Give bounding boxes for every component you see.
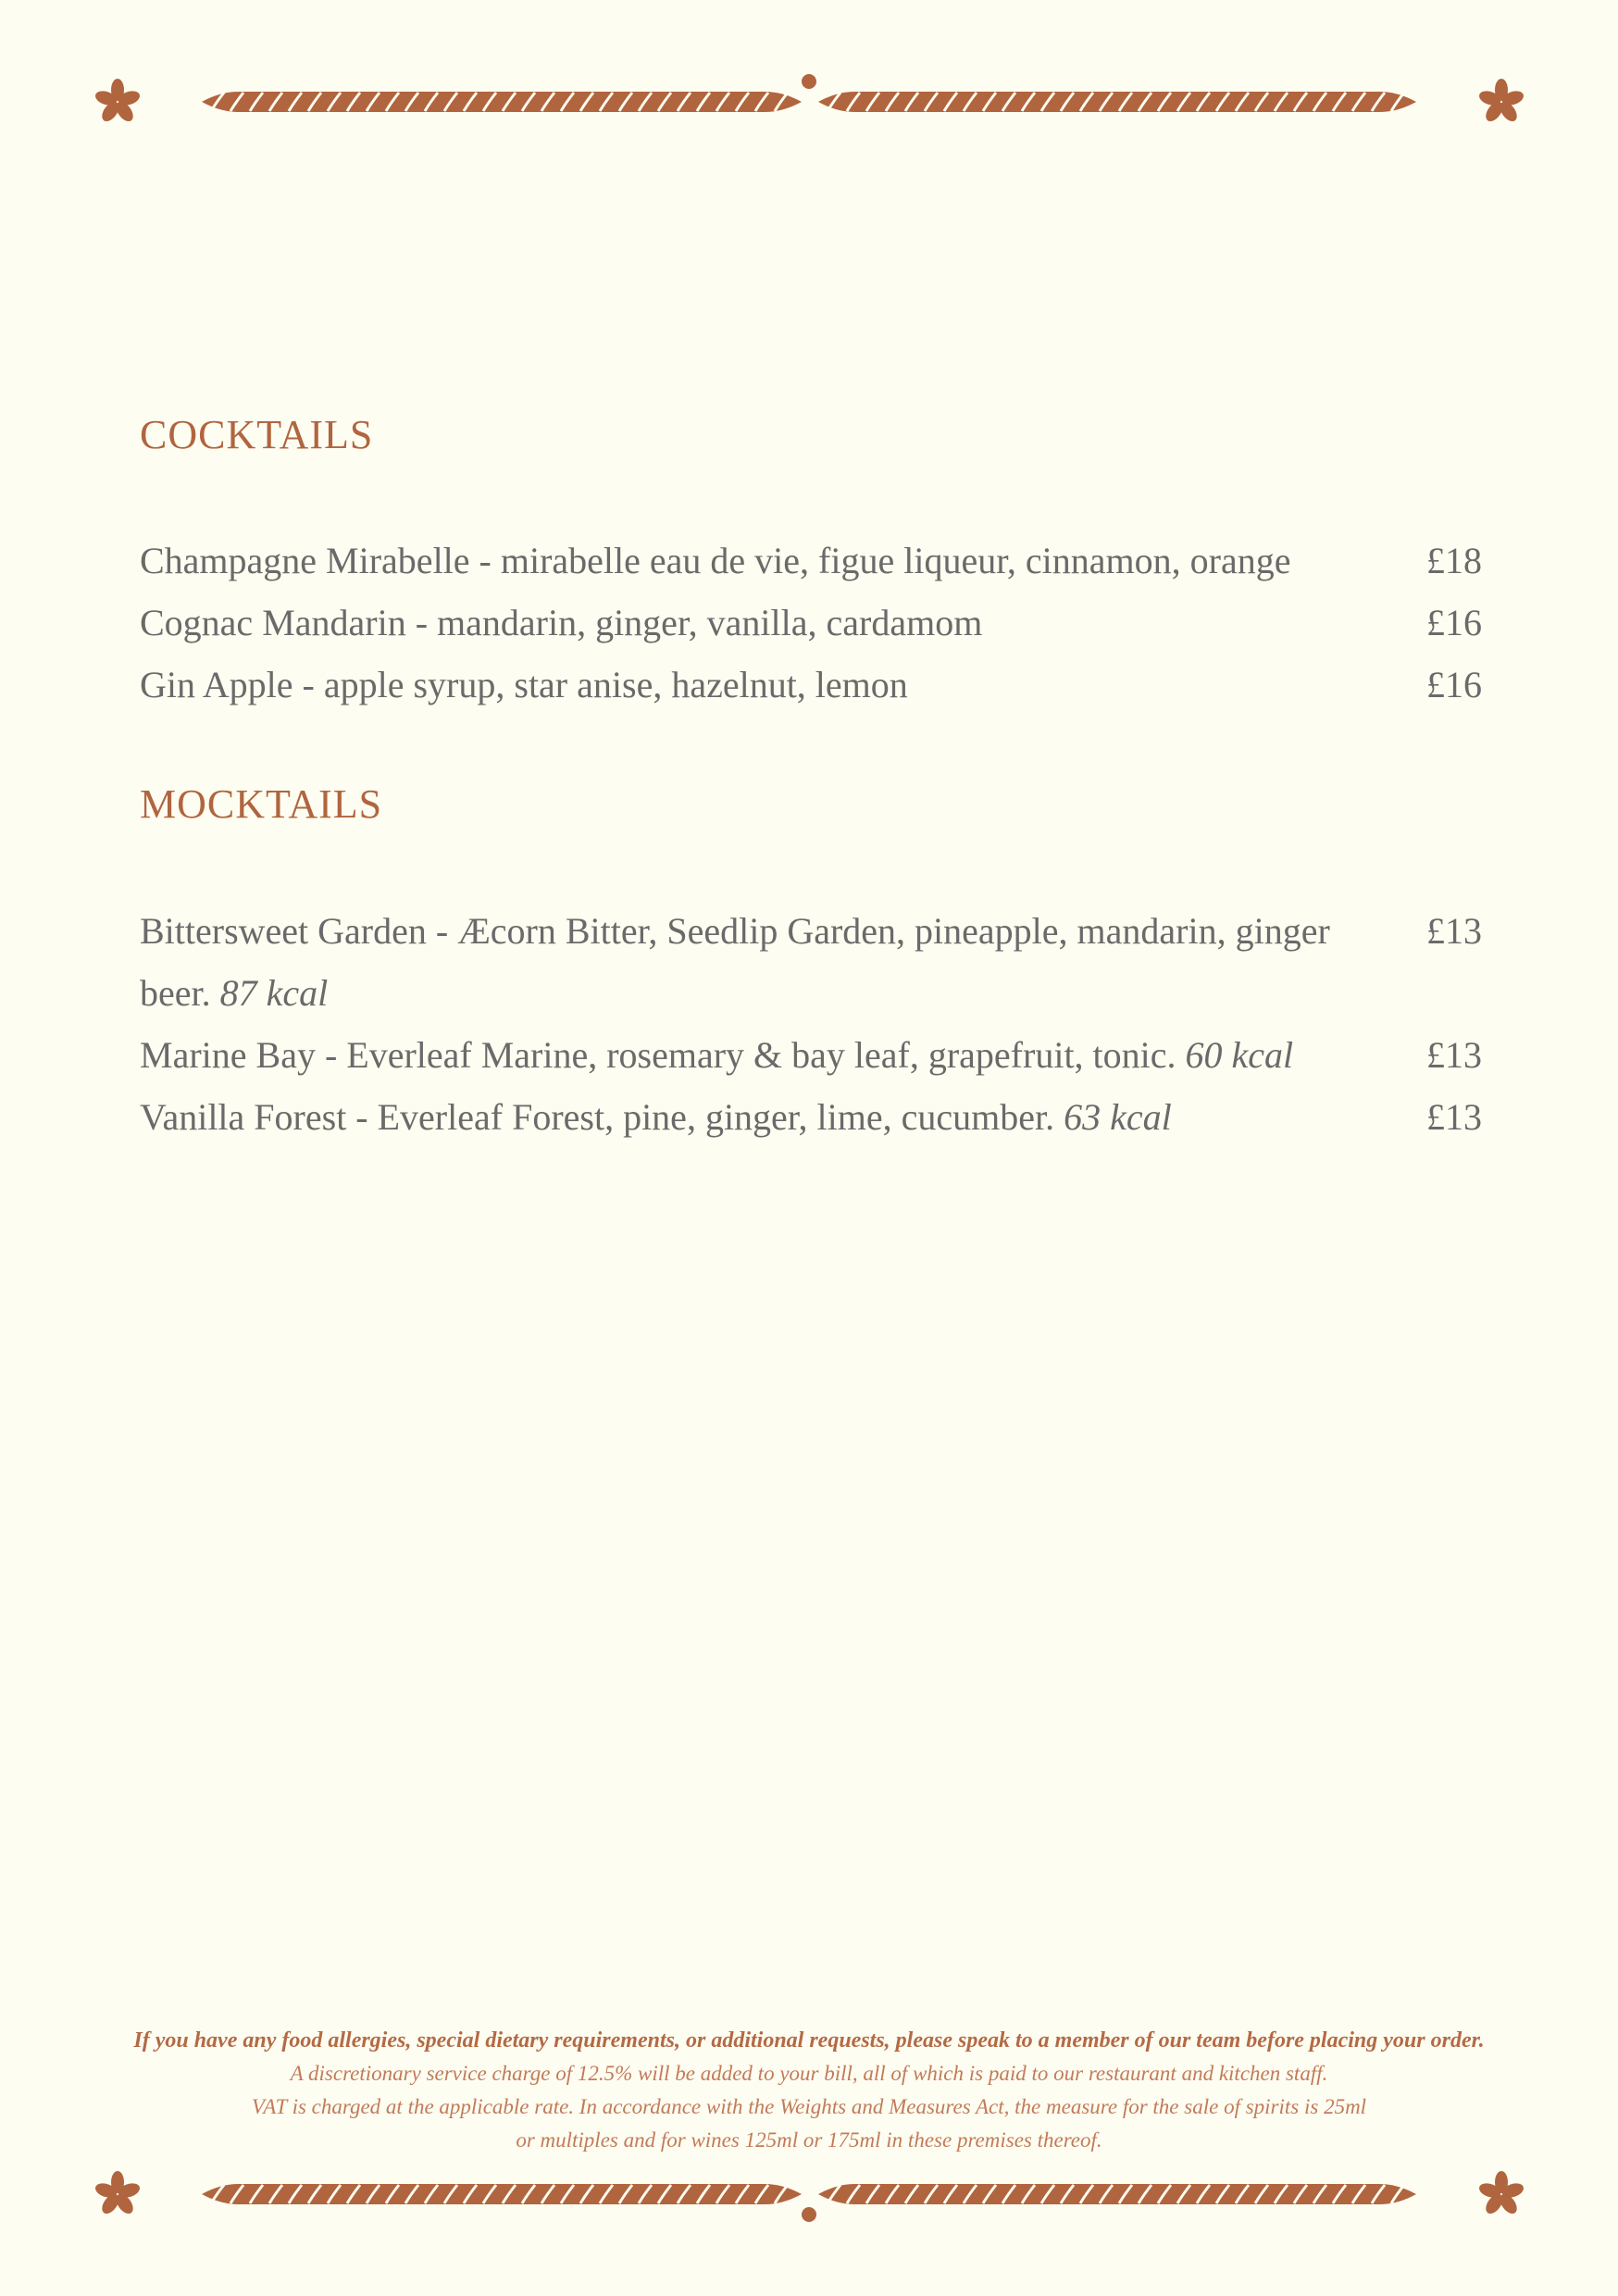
item-price: £13 [1426,1096,1482,1138]
vat-notice-line-2: or multiples and for wines 125ml or 175ml in these premises thereof. [516,2128,1102,2152]
item-price: £16 [1426,664,1482,705]
list-item [140,530,1482,592]
item-price: £18 [1426,540,1482,581]
mocktails-list [140,900,1482,1148]
footer-notice [0,2024,1618,2157]
item-kcal: 63 kcal [1064,1096,1172,1138]
item-description: Vanilla Forest - Everleaf Forest, pine, ginger, lime, cucumber. [140,1096,1055,1138]
bottom-border-ornament [0,2157,1618,2231]
rope-right-icon [818,92,1416,112]
list-item [140,654,1482,716]
flower-icon [1477,2171,1525,2216]
item-description: Marine Bay - Everleaf Marine, rosemary & bay leaf, grapefruit, tonic. [140,1034,1176,1076]
flower-icon [1477,79,1525,124]
rope-left-icon [202,92,802,112]
list-item [140,1086,1482,1148]
center-dot-icon [802,2207,816,2222]
list-item [140,1024,1482,1086]
item-description: Champagne Mirabelle - mirabelle eau de vie, figue liqueur, cinnamon, orange [140,540,1291,581]
item-kcal: 60 kcal [1185,1034,1294,1076]
cocktails-heading: COCKTAILS [140,412,374,457]
flower-icon [93,2171,142,2216]
list-item [140,900,1482,1024]
item-price: £16 [1426,602,1482,643]
cocktails-list [140,530,1482,716]
mocktails-heading: MOCKTAILS [140,781,383,827]
rope-left-icon [202,2184,802,2204]
item-description: Bittersweet Garden - Æcorn Bitter, Seedlip Garden, pineapple, mandarin, ginger beer. [140,910,1330,1014]
rope-right-icon [818,2184,1416,2204]
item-price: £13 [1426,910,1482,952]
flower-icon [93,79,142,124]
list-item [140,592,1482,654]
center-dot-icon [802,74,816,89]
item-description: Gin Apple - apple syrup, star anise, hazelnut, lemon [140,664,908,705]
service-charge-notice: A discretionary service charge of 12.5% will be added to your bill, all of which is paid to our restaurant and kitchen staff. [290,2062,1328,2085]
item-kcal: 87 kcal [219,972,329,1014]
allergy-notice: If you have any food allergies, special dietary requirements, or additional requests, please speak to a member of our team before placing your order. [133,2028,1485,2053]
item-price: £13 [1426,1034,1482,1076]
item-description: Cognac Mandarin - mandarin, ginger, vanilla, cardamom [140,602,983,643]
top-border-ornament [0,65,1618,139]
vat-notice-line-1: VAT is charged at the applicable rate. In accordance with the Weights and Measures Act, the measure for the sale of spirits is 25ml [251,2095,1367,2118]
